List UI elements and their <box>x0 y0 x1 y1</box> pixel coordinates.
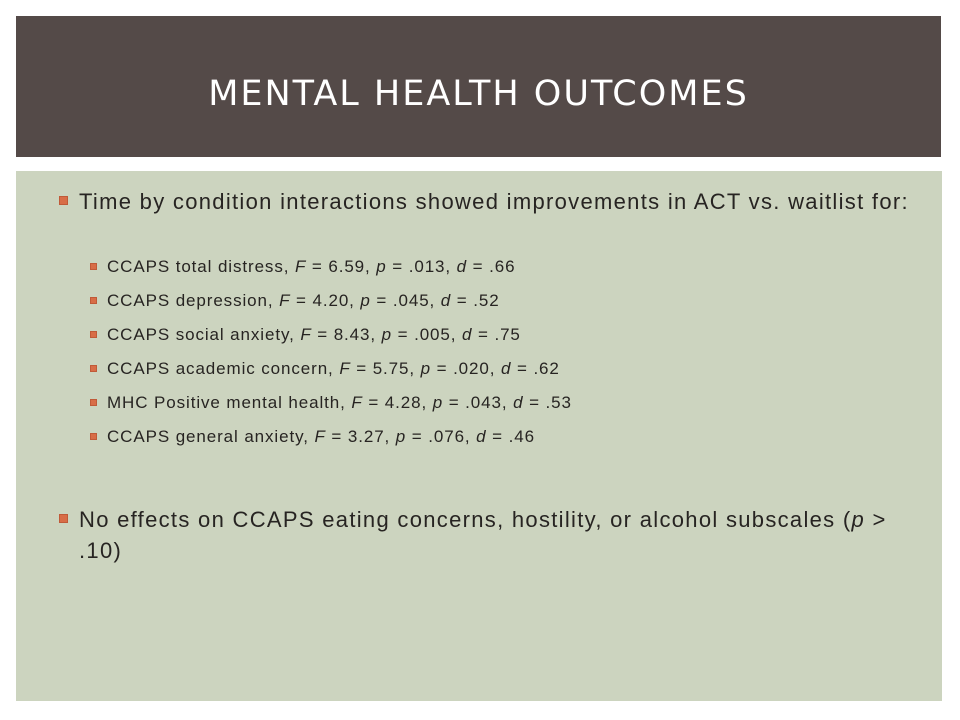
p-symbol: p <box>432 393 444 412</box>
p-value: .020 <box>453 359 490 378</box>
d-value: .62 <box>533 359 560 378</box>
bullet-text-after: > .10) <box>79 507 887 563</box>
sub-bullet-depression <box>107 290 927 312</box>
slide-title: MENTAL HEALTH OUTCOMES <box>208 73 749 114</box>
square-bullet-icon <box>90 433 97 440</box>
f-value: 5.75 <box>372 359 410 378</box>
equals: = <box>467 257 490 276</box>
separator: , <box>501 393 514 412</box>
sub-bullet-list <box>107 256 927 448</box>
p-symbol: p <box>360 291 371 310</box>
equals: = <box>406 427 429 446</box>
sub-bullet-academic-concern <box>107 358 927 380</box>
equals: = <box>451 291 474 310</box>
p-value: .013 <box>408 257 446 276</box>
p-value: .076 <box>428 427 465 446</box>
equals: = <box>350 359 373 378</box>
p-symbol: p <box>851 507 866 532</box>
f-value: 6.59 <box>328 257 366 276</box>
separator: , <box>421 393 433 412</box>
p-value: .045 <box>392 291 430 310</box>
square-bullet-icon <box>59 196 68 205</box>
d-symbol: d <box>462 325 473 344</box>
equals: = <box>325 427 348 446</box>
separator: , <box>370 325 382 344</box>
equals: = <box>311 325 334 344</box>
sub-bullet-positive-mental-health <box>107 392 927 414</box>
p-symbol: p <box>381 325 392 344</box>
sub-bullet-total-distress <box>107 256 927 278</box>
f-symbol: F <box>300 325 312 344</box>
d-symbol: d <box>476 427 487 446</box>
d-value: .66 <box>489 257 516 276</box>
title-band <box>16 16 941 157</box>
sub-bullet-social-anxiety <box>107 324 927 346</box>
equals: = <box>486 427 509 446</box>
f-symbol: F <box>314 427 326 446</box>
separator: , <box>489 359 501 378</box>
measure-name: CCAPS general anxiety, <box>107 427 315 446</box>
d-value: .53 <box>545 393 572 412</box>
equals: = <box>472 325 495 344</box>
equals: = <box>370 291 393 310</box>
measure-name: MHC Positive mental health, <box>107 393 352 412</box>
equals: = <box>511 359 534 378</box>
f-symbol: F <box>279 291 291 310</box>
square-bullet-icon <box>59 514 68 523</box>
equals: = <box>386 257 409 276</box>
f-symbol: F <box>294 257 307 276</box>
d-value: .75 <box>494 325 521 344</box>
measure-name: CCAPS social anxiety, <box>107 325 301 344</box>
bullet-text-before: No effects on CCAPS eating concerns, hostility, or alcohol subscales ( <box>79 507 852 532</box>
bullet-text: Time by condition interactions showed improvements in ACT vs. waitlist for: <box>79 189 909 214</box>
separator: , <box>365 257 377 276</box>
measure-name: CCAPS total distress, <box>107 257 295 276</box>
separator: , <box>445 257 457 276</box>
f-value: 4.20 <box>312 291 350 310</box>
separator: , <box>409 359 421 378</box>
separator: , <box>349 291 361 310</box>
separator: , <box>384 427 396 446</box>
square-bullet-icon <box>90 263 97 270</box>
measure-name: CCAPS academic concern, <box>107 359 340 378</box>
square-bullet-icon <box>90 365 97 372</box>
equals: = <box>306 257 329 276</box>
d-symbol: d <box>501 359 512 378</box>
separator: , <box>450 325 463 344</box>
f-value: 8.43 <box>333 325 371 344</box>
p-symbol: p <box>420 359 431 378</box>
sub-bullet-group <box>107 256 927 448</box>
sub-bullet-general-anxiety <box>107 426 927 448</box>
p-value: .043 <box>465 393 502 412</box>
d-symbol: d <box>513 393 524 412</box>
d-value: .52 <box>473 291 500 310</box>
separator: , <box>429 291 441 310</box>
d-value: .46 <box>508 427 535 446</box>
f-symbol: F <box>339 359 351 378</box>
f-symbol: F <box>351 393 363 412</box>
equals: = <box>290 291 313 310</box>
d-symbol: d <box>456 257 468 276</box>
square-bullet-icon <box>90 331 97 338</box>
bullet-act-improvements <box>79 186 909 217</box>
square-bullet-icon <box>90 297 97 304</box>
d-symbol: d <box>440 291 452 310</box>
equals: = <box>443 393 466 412</box>
p-symbol: p <box>376 257 387 276</box>
equals: = <box>430 359 454 378</box>
bullet-no-effects <box>79 504 909 566</box>
f-value: 4.28 <box>384 393 422 412</box>
separator: , <box>464 427 477 446</box>
p-symbol: p <box>395 427 407 446</box>
f-value: 3.27 <box>347 427 385 446</box>
equals: = <box>392 325 415 344</box>
content-panel <box>16 171 942 701</box>
measure-name: CCAPS depression, <box>107 291 280 310</box>
p-value: .005 <box>414 325 451 344</box>
equals: = <box>362 393 385 412</box>
equals: = <box>523 393 546 412</box>
square-bullet-icon <box>90 399 97 406</box>
